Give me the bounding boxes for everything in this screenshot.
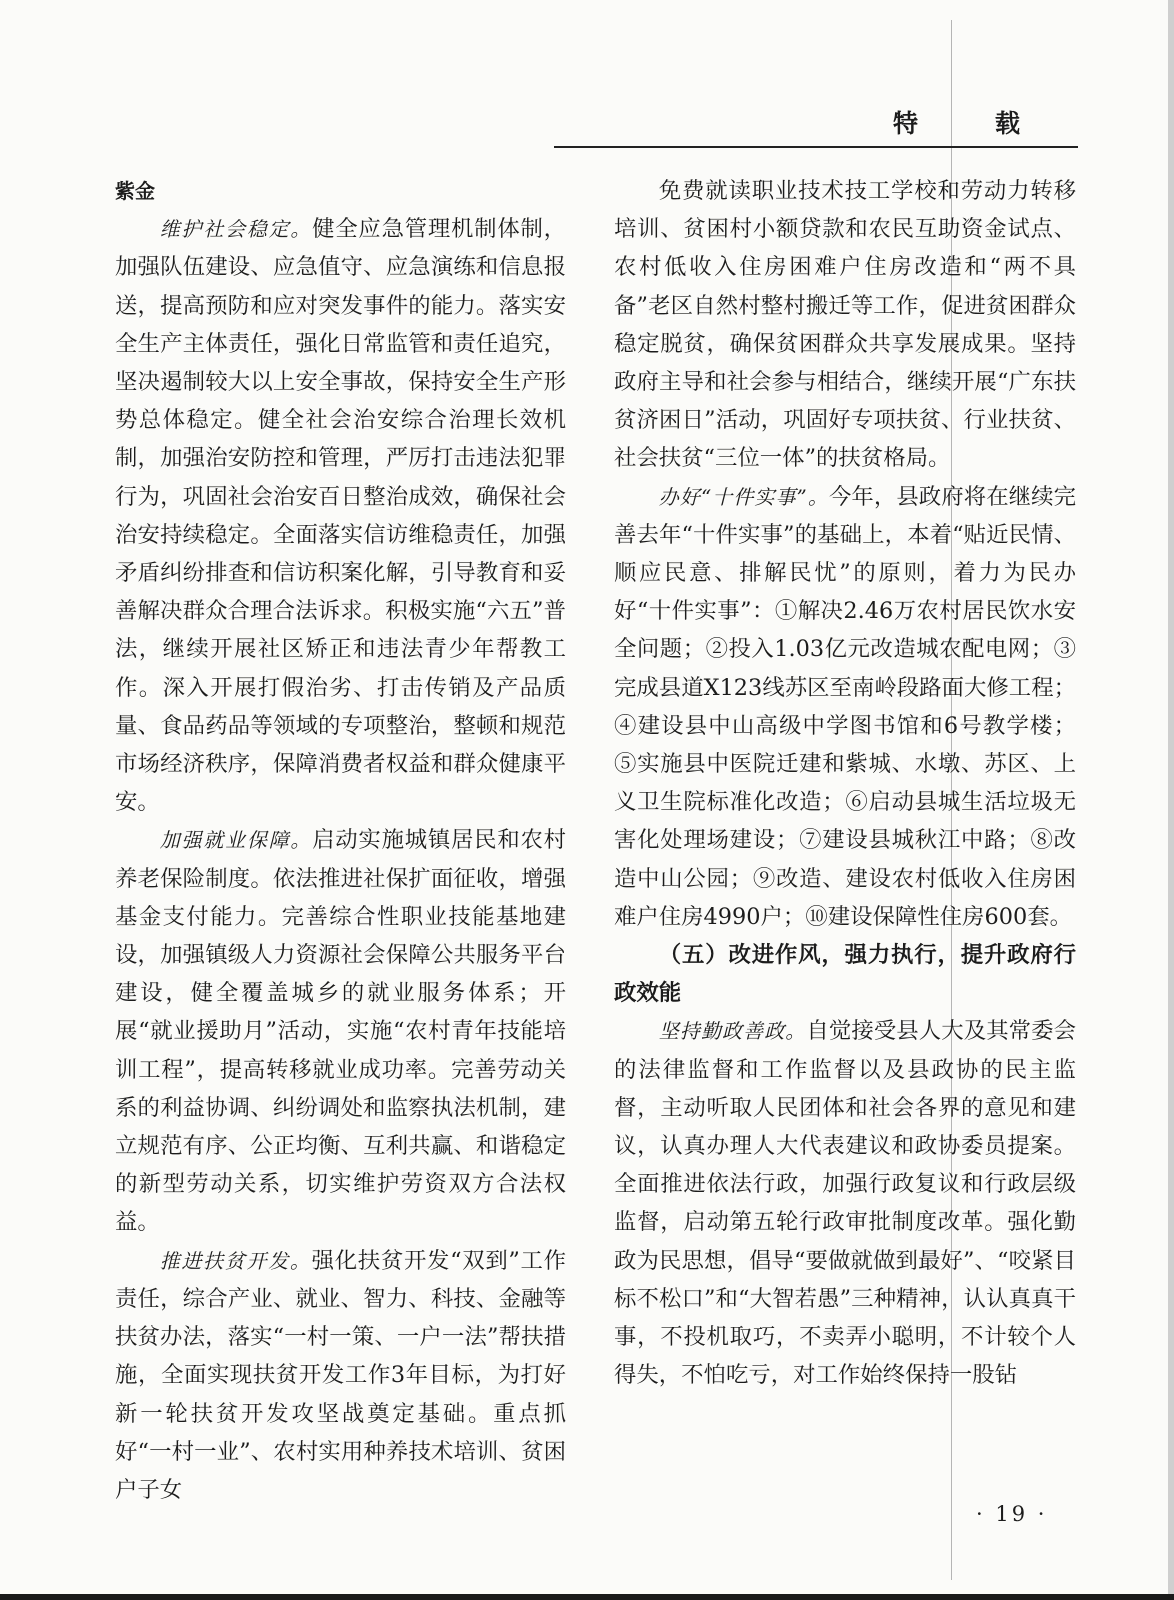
paragraph-poverty-alleviation xyxy=(115,1242,566,1509)
paragraph-ten-practical-things xyxy=(614,478,1076,936)
paragraph-head: 加强就业保障。 xyxy=(159,828,313,853)
paragraph-head: 维护社会稳定。 xyxy=(159,217,313,242)
header-rule xyxy=(554,146,1078,148)
paragraph-employment xyxy=(115,821,566,1241)
page-number: · 19 · xyxy=(976,1502,1048,1526)
paragraph-diligent-governance xyxy=(614,1012,1076,1394)
paragraph-social-stability xyxy=(115,210,566,821)
left-column xyxy=(115,172,566,1509)
paragraph-head: 坚持勤政善政。 xyxy=(658,1019,807,1044)
paragraph-text: 强化扶贫开发“双到”工作责任，综合产业、就业、智力、科技、金融等扶贫办法，落实“一村一策、一户一法”帮扶措施，全面实现扶贫开发工作3年目标，为打好新一轮扶贫开发攻坚战奠定基础。重点抓好“一村一业”、农村实用种养技术培训、贫困户子女 xyxy=(115,1247,566,1503)
paragraph-head: 办好“十件实事”。 xyxy=(658,484,829,509)
paragraph-continuation: 免费就读职业技术技工学校和劳动力转移培训、贫困村小额贷款和农民互助资金试点、农村低收入住房困难户住房改造和“两不具备”老区自然村整村搬迁等工作，促进贫困群众稳定脱贫，确保贫困群众共享发展成果。坚持政府主导和社会参与相结合，继续开展“广东扶贫济困日”活动，巩固好专项扶贫、行业扶贫、社会扶贫“三位一体”的扶贫格局。 xyxy=(614,178,1076,472)
scan-edge-bottom xyxy=(0,1594,1174,1600)
paragraph-head: 推进扶贫开发。 xyxy=(159,1248,312,1273)
paragraph-text: 启动实施城镇居民和农村养老保险制度。依法推进社保扩面征收，增强基金支付能力。完善综合性职业技能基地建设，加强镇级人力资源社会保障公共服务平台建设，健全覆盖城乡的就业服务体系；开展“就业援助月”活动，实施“农村青年技能培训工程”，提高转移就业成功率。完善劳动关系的利益协调、纠纷调处和监察执法机制，建立规范有序、公正均衡、互利共赢、和谐稳定的新型劳动关系，切实维护劳资双方合法权益。 xyxy=(115,827,567,1236)
running-header-title: 特 载 xyxy=(892,109,1046,138)
lead-fragment: 紫金 xyxy=(115,179,155,203)
paragraph-text: 健全应急管理机制体制，加强队伍建设、应急值守、应急演练和信息报送，提高预防和应对突发事件的能力。落实安全生产主体责任，强化日常监管和责任追究，坚决遏制较大以上安全事故，保持安全生产形势总体稳定。健全社会治安综合治理长效机制，加强治安防控和管理，严厉打击违法犯罪行为，巩固社会治安百日整治成效，确保社会治安持续稳定。全面落实信访维稳责任，加强矛盾纠纷排查和信访积案化解，引导教育和妥善解决群众合理合法诉求。积极实施“六五”普法，继续开展社区矫正和违法青少年帮教工作。深入开展打假治劣、打击传销及产品质量、食品药品等领域的专项整治，整顿和规范市场经济秩序，保障消费者权益和群众健康平安。 xyxy=(115,216,567,816)
paragraph-text: 自觉接受县人大及其常委会的法律监督和工作监督以及县政协的民主监督，主动听取人民团体和社会各界的意见和建议，认真办理人大代表建议和政协委员提案。全面推进依法行政，加强行政复议和行政层级监督，启动第五轮行政审批制度改革。强化勤政为民思想，倡导“要做就做到最好”、“咬紧目标不松口”和“大智若愚”三种精神，认认真真干事，不投机取巧，不卖弄小聪明，不计较个人得失，不怕吃亏，对工作始终保持一股钻 xyxy=(614,1018,1077,1389)
section-heading: （五）改进作风，强力执行，提升政府行政效能 xyxy=(614,942,1076,1007)
paragraph-text: 今年，县政府将在继续完善去年“十件实事”的基础上，本着“贴近民情、顺应民意、排解民忧”的原则，着力为民办好“十件实事”：①解决2.46万农村居民饮水安全问题；②投入1.03亿元改造城农配电网；③完成县道X123线苏区至南岭段路面大修工程；④建设县中山高级中学图书馆和6号教学楼；⑤实施县中医院迁建和紫城、水墩、苏区、上义卫生院标准化改造；⑥启动县城生活垃圾无害化处理场建设；⑦建设县城秋江中路；⑧改造中山公园；⑨改造、建设农村低收入住房困难户住房4990户；⑩建设保障性住房600套。 xyxy=(614,483,1076,930)
scan-edge-right xyxy=(1168,0,1174,1600)
right-column xyxy=(614,172,1076,1395)
